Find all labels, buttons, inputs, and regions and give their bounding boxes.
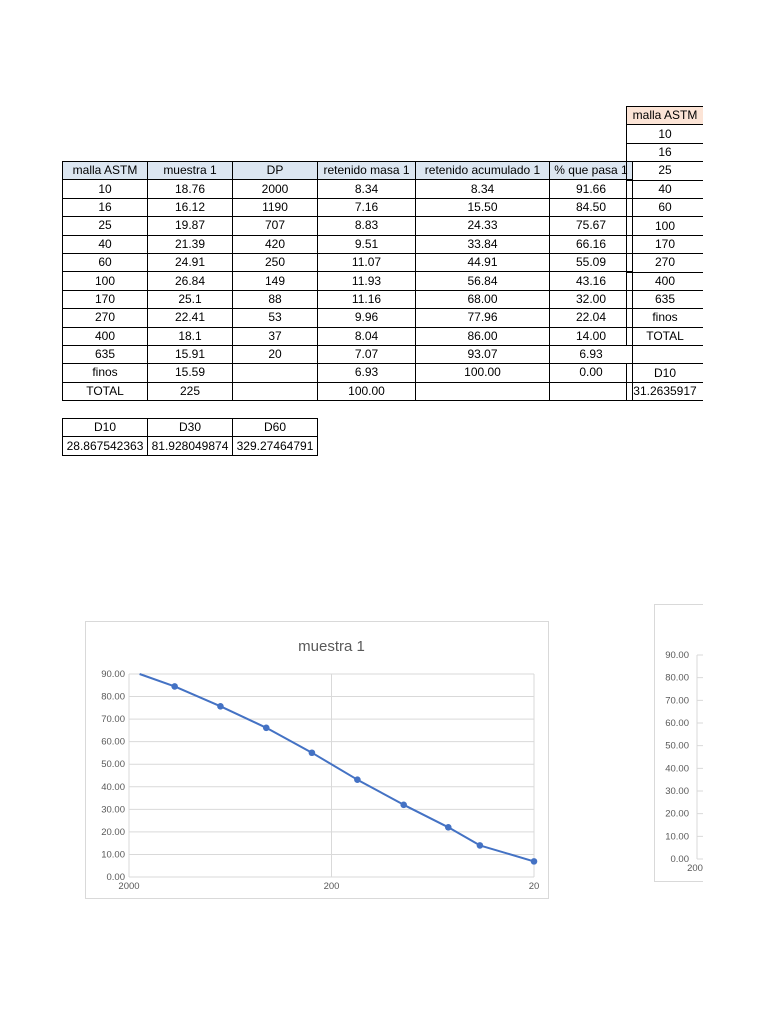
table-cell: 16 bbox=[63, 198, 148, 216]
table-row bbox=[63, 217, 633, 235]
d-values-table bbox=[62, 418, 318, 456]
table-cell bbox=[233, 364, 318, 382]
table-cell bbox=[416, 382, 550, 400]
table-cell: 15.91 bbox=[148, 345, 233, 363]
table-cell: 60 bbox=[63, 253, 148, 271]
side-table bbox=[626, 106, 704, 401]
data-point bbox=[263, 724, 270, 731]
side-table-cell: 25 bbox=[627, 162, 704, 180]
table-cell: 11.16 bbox=[318, 290, 416, 308]
x-tick-label: 2000 bbox=[118, 881, 140, 892]
table-cell: 88 bbox=[233, 290, 318, 308]
y-tick-label: 70.00 bbox=[665, 695, 689, 707]
table-cell: 75.67 bbox=[550, 217, 633, 235]
column-header: malla ASTM bbox=[63, 162, 148, 180]
table-row bbox=[63, 309, 633, 327]
data-point bbox=[400, 802, 407, 809]
table-cell: 55.09 bbox=[550, 253, 633, 271]
table-cell: 53 bbox=[233, 309, 318, 327]
table-cell: 8.04 bbox=[318, 327, 416, 345]
side-table-row bbox=[627, 364, 704, 382]
table-cell: 26.84 bbox=[148, 272, 233, 290]
side-table-cell: 635 bbox=[627, 290, 704, 308]
side-table-row bbox=[627, 180, 704, 198]
table-cell: 8.34 bbox=[318, 180, 416, 198]
sieve-table-header bbox=[63, 162, 633, 180]
y-tick-label: 60.00 bbox=[101, 736, 125, 748]
table-cell: 9.51 bbox=[318, 235, 416, 253]
table-cell: 2000 bbox=[233, 180, 318, 198]
table-cell bbox=[550, 382, 633, 400]
table-cell: 66.16 bbox=[550, 235, 633, 253]
table-cell: 149 bbox=[233, 272, 318, 290]
table-row bbox=[63, 364, 633, 382]
side-table-cell: 170 bbox=[627, 235, 704, 253]
table-cell: TOTAL bbox=[63, 382, 148, 400]
table-cell: 400 bbox=[63, 327, 148, 345]
table-cell: 33.84 bbox=[416, 235, 550, 253]
table-cell: 8.34 bbox=[416, 180, 550, 198]
side-table-row bbox=[627, 125, 704, 143]
table-cell: 77.96 bbox=[416, 309, 550, 327]
side-table-cell bbox=[627, 346, 704, 364]
side-table-row bbox=[627, 162, 704, 180]
table-cell: finos bbox=[63, 364, 148, 382]
table-row bbox=[63, 345, 633, 363]
table-cell: 91.66 bbox=[550, 180, 633, 198]
d-header: D60 bbox=[233, 419, 318, 437]
page-edge-mask bbox=[703, 0, 768, 1024]
side-table-cell: 31.2635917 bbox=[627, 382, 704, 400]
x-tick-label: 200 bbox=[323, 881, 340, 892]
table-cell: 15.59 bbox=[148, 364, 233, 382]
table-row bbox=[63, 272, 633, 290]
column-header: DP bbox=[233, 162, 318, 180]
side-table-cell: 16 bbox=[627, 143, 704, 161]
table-cell: 16.12 bbox=[148, 198, 233, 216]
side-table-cell: finos bbox=[627, 309, 704, 327]
table-cell: 19.87 bbox=[148, 217, 233, 235]
y-tick-label: 0.00 bbox=[670, 854, 689, 865]
y-tick-label: 20.00 bbox=[665, 808, 689, 820]
y-tick-label: 60.00 bbox=[665, 718, 689, 729]
side-table-row bbox=[627, 346, 704, 364]
side-table-cell: D10 bbox=[627, 364, 704, 382]
data-point bbox=[217, 703, 224, 710]
table-cell: 14.00 bbox=[550, 327, 633, 345]
table-cell: 100 bbox=[63, 272, 148, 290]
side-table-cell: TOTAL bbox=[627, 327, 704, 345]
chart-muestra-1[interactable] bbox=[85, 621, 549, 899]
side-table-cell: 40 bbox=[627, 180, 704, 198]
side-table-row bbox=[627, 107, 704, 125]
column-header: retenido masa 1 bbox=[318, 162, 416, 180]
x-tick-label: 20 bbox=[528, 881, 540, 892]
sieve-table-body bbox=[63, 180, 633, 401]
side-table-row bbox=[627, 272, 704, 290]
table-cell: 22.41 bbox=[148, 309, 233, 327]
table-row bbox=[63, 382, 633, 400]
table-cell: 24.91 bbox=[148, 253, 233, 271]
table-cell: 22.04 bbox=[550, 309, 633, 327]
y-tick-label: 50.00 bbox=[101, 759, 125, 771]
table-cell: 6.93 bbox=[318, 364, 416, 382]
table-cell: 93.07 bbox=[416, 345, 550, 363]
data-point bbox=[171, 683, 178, 690]
table-cell: 7.16 bbox=[318, 198, 416, 216]
table-cell: 20 bbox=[233, 345, 318, 363]
table-cell: 84.50 bbox=[550, 198, 633, 216]
y-tick-label: 30.00 bbox=[665, 786, 689, 797]
data-point bbox=[354, 776, 361, 783]
table-cell: 11.93 bbox=[318, 272, 416, 290]
table-cell: 707 bbox=[233, 217, 318, 235]
side-table-row bbox=[627, 382, 704, 400]
table-cell: 56.84 bbox=[416, 272, 550, 290]
y-tick-label: 40.00 bbox=[665, 763, 689, 775]
side-table-row bbox=[627, 254, 704, 272]
d-value: 329.27464791 bbox=[233, 437, 318, 455]
table-cell: 18.76 bbox=[148, 180, 233, 198]
table-row bbox=[63, 235, 633, 253]
d-value: 28.867542363 bbox=[63, 437, 148, 455]
column-header: % que pasa 1 bbox=[550, 162, 633, 180]
d-header: D30 bbox=[148, 419, 233, 437]
data-point bbox=[531, 858, 538, 865]
chart-muestra-1-svg bbox=[86, 622, 548, 898]
table-cell: 40 bbox=[63, 235, 148, 253]
table-cell: 420 bbox=[233, 235, 318, 253]
table-cell: 1190 bbox=[233, 198, 318, 216]
table-cell: 24.33 bbox=[416, 217, 550, 235]
y-tick-label: 10.00 bbox=[665, 831, 689, 843]
y-tick-label: 10.00 bbox=[101, 849, 125, 861]
sieve-table bbox=[62, 161, 633, 401]
table-cell: 225 bbox=[148, 382, 233, 400]
column-header: retenido acumulado 1 bbox=[416, 162, 550, 180]
side-table-cell: 400 bbox=[627, 272, 704, 290]
table-cell: 7.07 bbox=[318, 345, 416, 363]
table-cell: 635 bbox=[63, 345, 148, 363]
table-cell: 100.00 bbox=[318, 382, 416, 400]
data-point bbox=[309, 749, 316, 756]
y-tick-label: 30.00 bbox=[101, 804, 125, 816]
chart-title: muestra 1 bbox=[298, 638, 365, 655]
table-cell: 100.00 bbox=[416, 364, 550, 382]
y-tick-label: 90.00 bbox=[101, 669, 125, 680]
side-table-cell: 270 bbox=[627, 254, 704, 272]
series-line bbox=[140, 674, 534, 861]
data-point bbox=[477, 842, 484, 849]
table-row bbox=[63, 180, 633, 198]
table-cell: 9.96 bbox=[318, 309, 416, 327]
side-table-row bbox=[627, 198, 704, 216]
y-tick-label: 70.00 bbox=[101, 714, 125, 726]
table-row bbox=[63, 290, 633, 308]
y-tick-label: 20.00 bbox=[101, 826, 125, 838]
table-cell: 37 bbox=[233, 327, 318, 345]
table-cell: 8.83 bbox=[318, 217, 416, 235]
y-tick-label: 40.00 bbox=[101, 781, 125, 793]
table-cell: 15.50 bbox=[416, 198, 550, 216]
table-cell: 250 bbox=[233, 253, 318, 271]
table-cell: 6.93 bbox=[550, 345, 633, 363]
table-cell: 270 bbox=[63, 309, 148, 327]
table-cell: 43.16 bbox=[550, 272, 633, 290]
table-cell: 10 bbox=[63, 180, 148, 198]
side-table-cell: 10 bbox=[627, 125, 704, 143]
table-cell: 86.00 bbox=[416, 327, 550, 345]
side-table-cell: malla ASTM bbox=[627, 107, 704, 125]
table-row bbox=[63, 198, 633, 216]
table-cell: 0.00 bbox=[550, 364, 633, 382]
y-tick-label: 50.00 bbox=[665, 740, 689, 752]
side-table-row bbox=[627, 143, 704, 161]
d-header: D10 bbox=[63, 419, 148, 437]
side-table-row bbox=[627, 309, 704, 327]
side-table-cell: 60 bbox=[627, 198, 704, 216]
table-cell: 18.1 bbox=[148, 327, 233, 345]
d-value: 81.928049874 bbox=[148, 437, 233, 455]
side-table-row bbox=[627, 327, 704, 345]
table-cell: 25.1 bbox=[148, 290, 233, 308]
y-tick-label: 80.00 bbox=[101, 691, 125, 703]
side-table-row bbox=[627, 235, 704, 253]
side-table-row bbox=[627, 290, 704, 308]
column-header: muestra 1 bbox=[148, 162, 233, 180]
y-tick-label: 0.00 bbox=[106, 872, 125, 883]
y-tick-label: 80.00 bbox=[665, 672, 689, 684]
data-point bbox=[445, 824, 452, 831]
table-cell: 32.00 bbox=[550, 290, 633, 308]
table-cell: 170 bbox=[63, 290, 148, 308]
table-cell: 44.91 bbox=[416, 253, 550, 271]
table-cell: 21.39 bbox=[148, 235, 233, 253]
side-table-row bbox=[627, 217, 704, 235]
side-table-cell: 100 bbox=[627, 217, 704, 235]
table-row bbox=[63, 253, 633, 271]
y-tick-label: 90.00 bbox=[665, 650, 689, 661]
x-tick-label: 200 bbox=[687, 863, 703, 874]
table-cell: 68.00 bbox=[416, 290, 550, 308]
table-cell bbox=[233, 382, 318, 400]
table-row bbox=[63, 327, 633, 345]
table-cell: 11.07 bbox=[318, 253, 416, 271]
table-cell: 25 bbox=[63, 217, 148, 235]
